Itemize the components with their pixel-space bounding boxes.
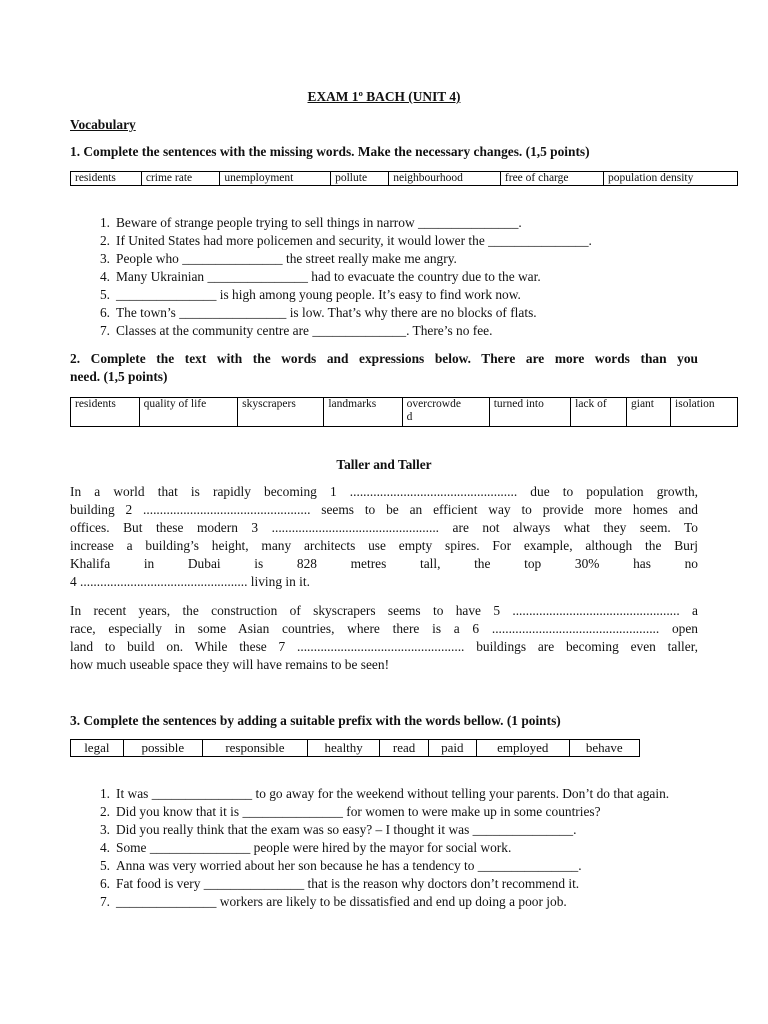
list-item: It was _______________ to go away for the weekend without telling your parents. Don’t do that again. (116, 786, 670, 801)
word-cell: responsible (203, 740, 308, 757)
text-line: In recent years, the construction of skyscrapers seems to have 5 .................................................. a (70, 603, 698, 618)
text-line: race, especially in some Asian countries, where there is a 6 .................................................. open (70, 621, 698, 636)
word-cell: skyscrapers (238, 398, 324, 427)
ex2-heading-line: need. (1,5 points) (70, 369, 168, 384)
text-line: Khalifa in Dubai is 828 metres tall, the top 30% has no (70, 556, 698, 571)
word-wrap: d (406, 411, 413, 423)
list-item: _______________ workers are likely to be dissatisfied and end up doing a poor job. (116, 894, 567, 909)
word-text: overcrowde (406, 398, 461, 410)
word-cell: unemployment (220, 172, 331, 186)
word-cell: paid (428, 740, 476, 757)
list-item: People who _______________ the street really make me angry. (116, 251, 457, 266)
exam-title: EXAM 1º BACH (UNIT 4) (307, 89, 461, 104)
word-cell: pollute (331, 172, 389, 186)
reading-paragraph-2 (70, 602, 698, 674)
list-item: Many Ukrainian _______________ had to evacuate the country due to the war. (116, 269, 541, 284)
list-item: The town’s ________________ is low. That’s why there are no blocks of flats. (116, 305, 537, 320)
word-cell: residents (71, 398, 140, 427)
ex2-heading (70, 350, 698, 386)
text-line: 4 .................................................. living in it. (70, 574, 310, 589)
ex1-heading: 1. Complete the sentences with the missing words. Make the necessary changes. (1,5 points) (70, 144, 590, 159)
ex1-sentence-list (70, 214, 698, 340)
list-item: Did you know that it is _______________ for women to were make up in some countries? (116, 804, 601, 819)
word-cell: population density (604, 172, 738, 186)
word-cell: residents (71, 172, 142, 186)
list-item: Anna was very worried about her son because he has a tendency to _______________. (116, 858, 582, 873)
word-cell: turned into (489, 398, 570, 427)
text-line: how much useable space they will have remains to be seen! (70, 657, 390, 672)
ex2-word-box (70, 397, 738, 427)
word-cell: healthy (307, 740, 380, 757)
word-cell: employed (476, 740, 569, 757)
word-cell (402, 398, 489, 427)
word-cell: read (380, 740, 428, 757)
list-item: Beware of strange people trying to sell things in narrow _______________. (116, 215, 522, 230)
ex3-heading: 3. Complete the sentences by adding a suitable prefix with the words bellow. (1 points) (70, 713, 561, 728)
list-item: _______________ is high among young people. It’s easy to find work now. (116, 287, 521, 302)
list-item: If United States had more policemen and security, it would lower the _______________. (116, 233, 592, 248)
word-cell: quality of life (139, 398, 238, 427)
text-line: land to build on. While these 7 .................................................. buildings are becoming even taller, (70, 639, 698, 654)
word-cell: isolation (671, 398, 738, 427)
text-line: building 2 .................................................. seems to be an efficient way to provide more homes and (70, 502, 698, 517)
ex1-word-box (70, 171, 738, 186)
word-cell: landmarks (324, 398, 402, 427)
word-cell: free of charge (500, 172, 603, 186)
word-cell: crime rate (141, 172, 220, 186)
list-item: Classes at the community centre are ______________. There’s no fee. (116, 323, 493, 338)
ex3-word-box (70, 739, 640, 757)
word-cell: legal (71, 740, 124, 757)
word-cell: giant (627, 398, 671, 427)
text-line: offices. But these modern 3 .................................................. are not always what they seem. To (70, 520, 698, 535)
word-cell: possible (123, 740, 202, 757)
text-line: increase a building’s height, many architects use empty spires. For example, although the Burj (70, 538, 698, 553)
text-line: In a world that is rapidly becoming 1 .................................................. due to population growth, (70, 484, 698, 499)
list-item: Did you really think that the exam was so easy? – I thought it was _______________. (116, 822, 577, 837)
word-cell: lack of (571, 398, 627, 427)
reading-paragraph-1 (70, 483, 698, 591)
ex2-heading-line: 2. Complete the text with the words and expressions below. There are more words than you (70, 351, 698, 366)
ex3-sentence-list (70, 785, 698, 911)
section-heading: Vocabulary (70, 117, 136, 132)
text-title: Taller and Taller (336, 457, 432, 472)
word-cell: behave (569, 740, 639, 757)
list-item: Fat food is very _______________ that is the reason why doctors don’t recommend it. (116, 876, 580, 891)
list-item: Some _______________ people were hired by the mayor for social work. (116, 840, 512, 855)
word-cell: neighbourhood (389, 172, 501, 186)
